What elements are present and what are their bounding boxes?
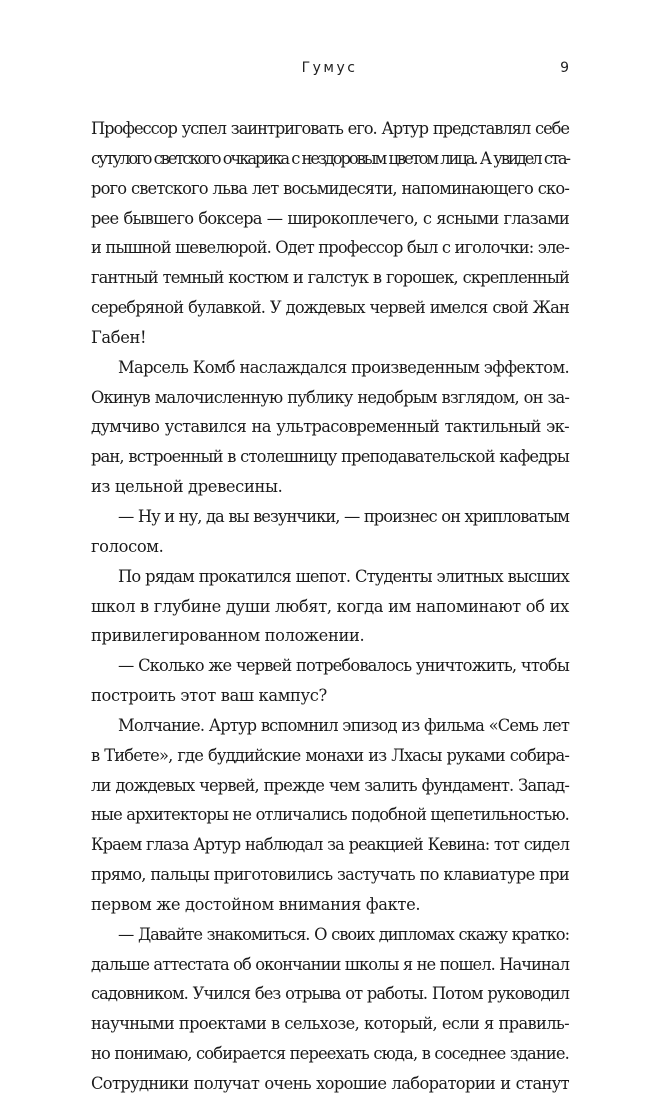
text-line: серебряной булавкой. У дождевых червей имелся свой Жан	[91, 298, 569, 318]
text-line: ран, встроенный в столешницу преподавательской кафедры	[91, 447, 569, 467]
text-line: ные архитекторы не отличались подобной щепетильностью.	[91, 805, 569, 825]
text-line: думчиво уставился на ультрасовременный тактильный эк-	[91, 417, 569, 437]
text-line: сутулого светского очкарика с нездоровым цветом лица. А увидел ста-	[91, 148, 569, 168]
text-line: Краем глаза Артур наблюдал за реакцией Кевина: тот сидел	[91, 835, 569, 855]
text-line: Молчание. Артур вспомнил эпизод из фильма «Семь лет	[118, 715, 569, 735]
text-line: и пышной шевелюрой. Одет профессор был с иголочки: эле-	[91, 238, 569, 258]
text-line: гантный темный костюм и галстук в горошек, скрепленный	[91, 268, 569, 288]
text-line: прямо, пальцы приготовились застучать по клавиатуре при	[91, 865, 569, 885]
text-line: школ в глубине души любят, когда им напоминают об их	[91, 596, 569, 616]
text-line: — Давайте знакомиться. О своих дипломах скажу кратко:	[118, 924, 569, 944]
text-line: в Тибете», где буддийские монахи из Лхасы руками собира-	[91, 745, 569, 765]
text-line: из цельной древесины.	[91, 477, 283, 497]
text-line: дальше аттестата об окончании школы я не пошел. Начинал	[91, 954, 569, 974]
page-number: 9	[560, 60, 569, 76]
text-line: привилегированном положении.	[91, 626, 365, 646]
text-line: садовником. Учился без отрыва от работы. Потом руководил	[91, 984, 569, 1004]
text-line: ли дождевых червей, прежде чем залить фундамент. Запад-	[91, 775, 569, 795]
text-line: Сотрудники получат очень хорошие лаборатории и станут	[91, 1074, 569, 1093]
text-line: построить этот ваш кампус?	[91, 686, 327, 706]
text-line: рее бывшего боксера — широкоплечего, с ясными глазами	[91, 208, 569, 228]
text-line: Габен!	[91, 327, 147, 347]
text-line: Марсель Комб наслаждался произведенным эффектом.	[118, 357, 569, 377]
text-line: Профессор успел заинтриговать его. Артур представлял себе	[91, 119, 569, 138]
text-line: — Сколько же червей потребовалось уничтожить, чтобы	[118, 656, 569, 676]
text-line: научными проектами в сельхозе, который, если я правиль-	[91, 1014, 569, 1034]
text-line: голосом.	[91, 536, 164, 556]
running-title: Гумус	[301, 60, 358, 76]
text-line: По рядам прокатился шепот. Студенты элитных высших	[118, 566, 569, 586]
text-line: Окинув малочисленную публику недобрым взглядом, он за-	[91, 387, 569, 407]
running-header	[0, 60, 659, 84]
text-line: первом же достойном внимания факте.	[91, 894, 421, 914]
body-text	[91, 114, 569, 1099]
text-line: — Ну и ну, да вы везунчики, — произнес он хрипловатым	[118, 506, 569, 526]
text-line: но понимаю, собирается переехать сюда, в соседнее здание.	[91, 1044, 569, 1064]
text-line: рого светского льва лет восьмидесяти, напоминающего ско-	[91, 178, 569, 198]
